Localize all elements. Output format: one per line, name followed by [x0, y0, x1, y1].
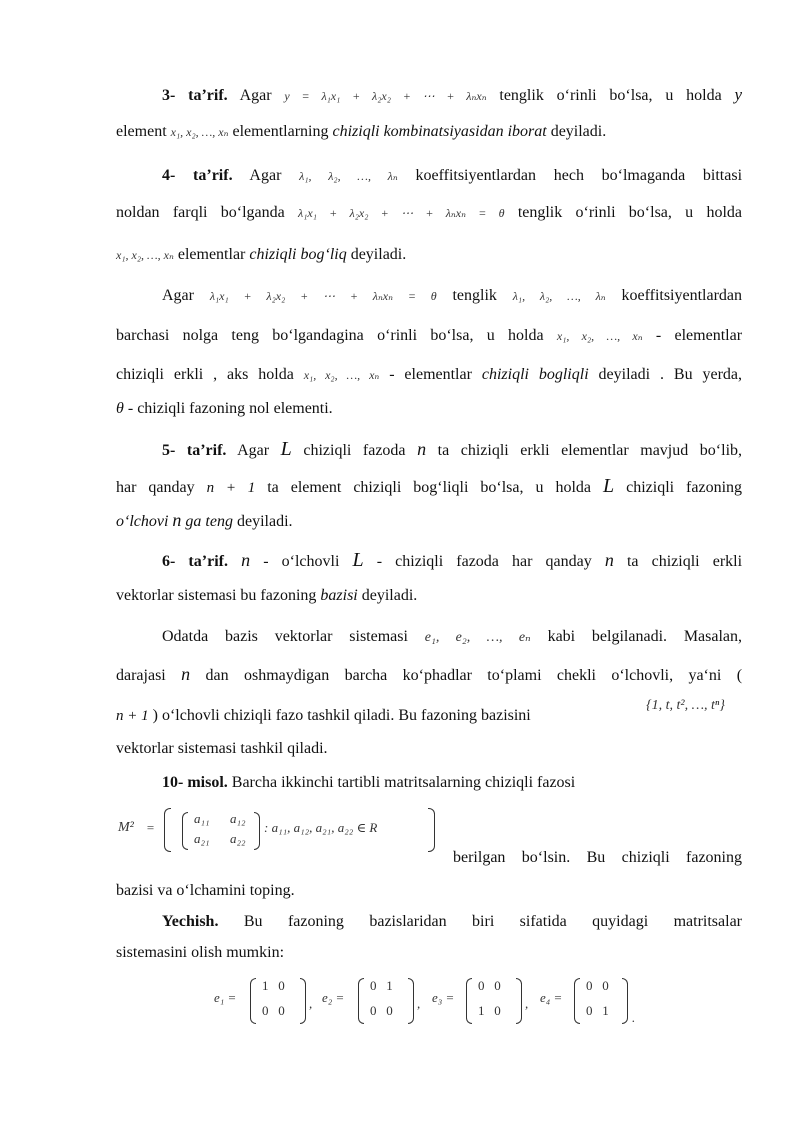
text: - chiziqli fazoning nol elementi. [127, 400, 333, 417]
text: - elementlar [389, 366, 472, 383]
math-var: n [241, 550, 251, 570]
formula: λ₁x₁ + λ₂x₂ + ⋯ + λₙxₙ = θ [209, 289, 437, 303]
solution-title: Yechish. [162, 913, 219, 930]
text-line [116, 509, 742, 533]
text: deyiladi. [550, 123, 607, 140]
definition-6-line [162, 549, 742, 573]
definition-5-line [162, 438, 742, 462]
term: chiziqli bogliqli [481, 366, 589, 383]
brace-left [164, 808, 171, 852]
example-10-line [162, 772, 742, 794]
math-var: n [417, 439, 427, 459]
definition-title: 3- ta’rif. [162, 87, 228, 104]
equals: = [146, 820, 155, 835]
basis-label: e₄ = [540, 990, 563, 1005]
text: barchasi nolga teng bo‘lgandagina o‘rinli bo‘lsa, u holda [116, 327, 544, 344]
matrix-row: 0 1 [370, 978, 393, 993]
bracket-right [622, 978, 628, 1024]
bracket-right [408, 978, 414, 1024]
formula: x₁, x₂, …, xₙ [116, 248, 174, 262]
text: Odatda bazis vektorlar sistemasi [162, 628, 408, 645]
formula: n + 1 [116, 708, 149, 724]
matrix-row: 0 0 [478, 978, 501, 993]
text-line [116, 663, 742, 687]
matrix-row: 0 1 [586, 1003, 609, 1018]
text: koeffitsiyentlardan [621, 287, 743, 304]
text: berilgan bo‘lsin. Bu chiziqli fazoning [453, 849, 742, 866]
text-line [162, 626, 742, 649]
matrix-row: 0 0 [370, 1003, 393, 1018]
math-var: θ [116, 400, 124, 417]
text-line [116, 585, 742, 607]
text: Agar [249, 167, 282, 184]
term: chiziqli bog‘liq [249, 246, 347, 263]
bracket-right [254, 812, 260, 850]
matrix-row: 0 0 [262, 1003, 285, 1018]
text: element [116, 123, 167, 140]
matrix-entry: a₁₂ [230, 811, 246, 826]
math-var: y [734, 85, 743, 104]
text-line [116, 880, 742, 902]
text: deyiladi. [361, 587, 418, 604]
text: tenglik o‘rinli bo‘lsa, u holda [517, 204, 743, 221]
formula: x₁, x₂, …, xₙ [303, 368, 380, 382]
separator: , [309, 996, 313, 1011]
term: chiziqli kombinatsiyasidan iborat [332, 123, 547, 140]
math-var: n [172, 510, 182, 530]
text-line [116, 202, 742, 224]
text: Agar [239, 87, 272, 104]
bracket-left [182, 812, 188, 850]
bracket-right [300, 978, 306, 1024]
basis-label: e₂ = [322, 990, 345, 1005]
text: vektorlar sistemasi tashkil qiladi. [116, 740, 328, 757]
brace-right [428, 808, 435, 852]
matrix-row: 0 0 [586, 978, 609, 993]
text-line [116, 121, 742, 143]
text: - elementlar [655, 327, 743, 344]
text: dan oshmaydigan barcha ko‘phadlar to‘plami chekli o‘lchovli, ya‘ni ( [205, 667, 743, 684]
text: vektorlar sistemasi bu fazoning [116, 587, 317, 604]
matrix-entry: a₁₁ [194, 811, 210, 826]
definition-title: 5- ta’rif. [162, 442, 227, 459]
text: elementlar [177, 246, 246, 263]
formula: x₁, x₂, …, xₙ [556, 329, 643, 343]
text: Agar [237, 442, 270, 459]
text: chiziqli fazoda [303, 442, 406, 459]
text: ta chiziqli erkli [626, 553, 743, 570]
math-var: L [280, 438, 292, 460]
bracket-right [516, 978, 522, 1024]
formula: λ₁x₁ + λ₂x₂ + ⋯ + λₙxₙ = θ [298, 206, 505, 220]
formula: λ₁, λ₂, …, λₙ [512, 289, 606, 303]
text-line [162, 285, 742, 307]
formula: x₁, x₂, …, xₙ [170, 125, 229, 139]
text-line [116, 364, 742, 386]
text: sistemasini olish mumkin: [116, 944, 285, 961]
formula: e₁, e₂, …, eₙ [424, 630, 531, 645]
formula: λ₁, λ₂, …, λₙ [299, 169, 398, 183]
formula: n + 1 [206, 480, 256, 496]
text: tenglik [452, 287, 497, 304]
term: ga teng [185, 513, 233, 530]
text: Bu fazoning bazislaridan biri sifatida quyidagi matritsalar [243, 913, 743, 930]
bracket-left [250, 978, 256, 1024]
text-line [116, 738, 742, 760]
definition-4-line [162, 165, 742, 187]
text: tenglik o‘rinli bo‘lsa, u holda [499, 87, 722, 104]
text-line [116, 475, 742, 499]
text: kabi belgilanadi. Masalan, [547, 628, 743, 645]
text: ta element chiziqli bog‘liqli bo‘lsa, u holda [267, 479, 591, 496]
text: ) o‘lchovli chiziqli fazo tashkil qiladi. Bu fazoning bazisini [152, 707, 531, 724]
text-line [116, 325, 742, 347]
term: bazisi [320, 587, 358, 604]
math-var: L [602, 475, 615, 497]
matrix-row: 1 0 [478, 1003, 501, 1018]
text: Agar [162, 287, 194, 304]
bracket-left [358, 978, 364, 1024]
text-line [116, 942, 742, 964]
math-var: n [181, 664, 191, 684]
basis-set-line [646, 694, 742, 717]
end-period: . [632, 1010, 636, 1025]
matrix-entry: a₂₁ [194, 831, 210, 846]
text-line [116, 244, 742, 266]
text: koeffitsiyentlardan hech bo‘lmaganda bittasi [415, 167, 743, 184]
example-title: 10- misol. [162, 774, 228, 791]
solution-line [162, 911, 742, 933]
text: deyiladi. [350, 246, 407, 263]
text-line [453, 847, 742, 869]
text: elementlarning [232, 123, 329, 140]
basis-label: e₃ = [432, 990, 455, 1005]
text-line [116, 398, 742, 420]
basis-label: e₁ = [214, 990, 237, 1005]
condition: : a₁₁, a₁₂, a₂₁, a₂₂ ∈ R [264, 820, 378, 835]
text: ta chiziqli erkli elementlar mavjud bo‘lib, [437, 442, 743, 459]
text: Barcha ikkinchi tartibli matritsalarning chiziqli fazosi [231, 774, 576, 791]
text: har qanday [116, 479, 195, 496]
formula: y = λ₁x₁ + λ₂x₂ + ⋯ + λₙxₙ [284, 89, 487, 103]
text: bazisi va o‘lchamini toping. [116, 882, 295, 899]
bracket-left [466, 978, 472, 1024]
text: - o‘lchovli [263, 553, 340, 570]
text: noldan farqli bo‘lganda [116, 204, 285, 221]
math-var: L [352, 549, 364, 571]
text: darajasi [116, 667, 166, 684]
text: - chiziqli fazoda har qanday [376, 553, 592, 570]
text: chiziqli erkli , aks holda [116, 366, 294, 383]
matrix-entry: a₂₂ [230, 831, 246, 846]
term: o‘lchovi [116, 513, 169, 530]
math-var: M² [118, 820, 134, 835]
separator: , [417, 996, 421, 1011]
matrix-row: 1 0 [262, 978, 285, 993]
definition-title: 6- ta’rif. [162, 553, 228, 570]
definition-title: 4- ta’rif. [162, 167, 233, 184]
text: deyiladi . Bu yerda, [598, 366, 743, 383]
definition-3-line [162, 84, 742, 107]
math-var: n [604, 550, 614, 570]
text: chiziqli fazoning [626, 479, 743, 496]
separator: , [525, 996, 529, 1011]
formula: {1, t, t², …, tⁿ} [646, 698, 725, 713]
bracket-left [574, 978, 580, 1024]
text: deyiladi. [236, 513, 293, 530]
